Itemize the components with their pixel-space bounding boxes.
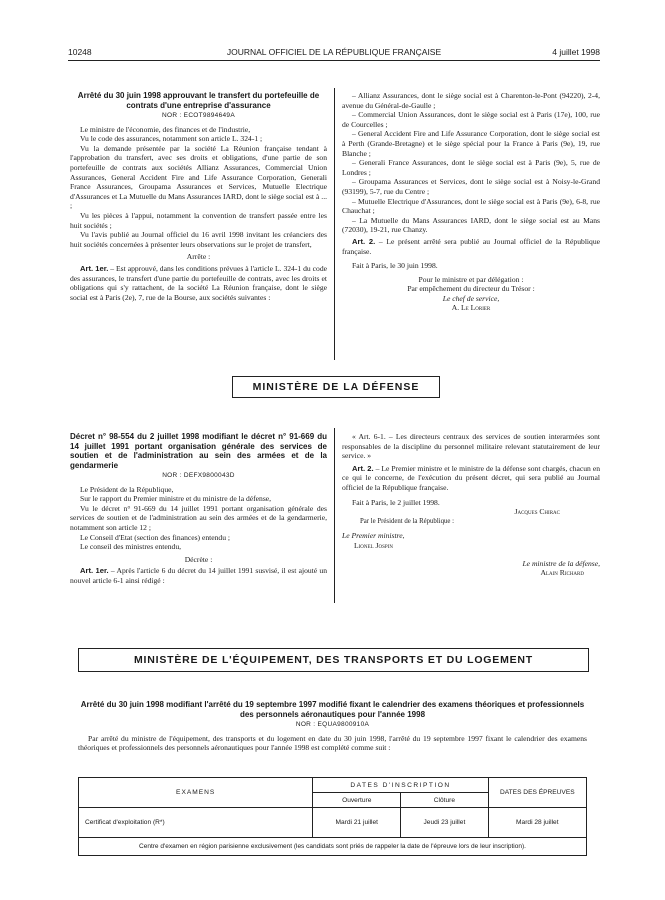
decrete-label: Décrète : bbox=[184, 554, 213, 564]
header-ouverture: Ouverture bbox=[313, 793, 401, 808]
arrete-examens bbox=[78, 700, 587, 753]
ministry-equipement-heading: MINISTÈRE DE L'ÉQUIPEMENT, DES TRANSPORTS ET DU LOGEMENT bbox=[78, 648, 589, 672]
article-label: Art. 2. bbox=[352, 463, 374, 473]
header-rule bbox=[68, 60, 600, 61]
page-number: 10248 bbox=[68, 47, 92, 57]
article-text: – Le présent arrêté sera publié au Journal officiel de la République française. bbox=[342, 236, 601, 256]
cell-ouverture: Mardi 21 juillet bbox=[313, 808, 401, 838]
article-text: – Après l'article 6 du décret du 14 juillet 1991 susvisé, il est ajouté un nouvel article 6-1 ainsi rédigé : bbox=[70, 566, 327, 585]
arrete-transfert-left bbox=[70, 91, 327, 302]
header-dates-inscription: DATES D'INSCRIPTION bbox=[313, 778, 488, 793]
paragraph: Vu l'avis publié au Journal officiel du 16 avril 1998 invitant les créanciers des huit sociétés concernées à présenter leurs observations sur le projet de transfert, bbox=[70, 230, 327, 249]
pm-title: Le Premier ministre, bbox=[342, 531, 405, 541]
article-2 bbox=[342, 237, 600, 256]
paragraph: Vu le code des assurances, notamment son article L. 324-1 ; bbox=[80, 134, 263, 144]
decret-nor: NOR : DEFX9800043D bbox=[162, 472, 235, 479]
column-divider bbox=[334, 88, 335, 360]
column-divider bbox=[334, 428, 335, 603]
done-at: Fait à Paris, le 2 juillet 1998. bbox=[352, 497, 440, 507]
list-item: – La Mutuelle du Mans Assurances IARD, dont le siège social est au Mans (72030), 19-21, rue Chanzy. bbox=[342, 215, 600, 235]
paragraph: Le ministre de l'économie, des finances et de l'industrie, bbox=[80, 124, 251, 134]
done-at: Fait à Paris, le 30 juin 1998. bbox=[352, 261, 438, 271]
minister-title: Le ministre de la défense, bbox=[522, 558, 600, 568]
paragraph: Le Président de la République, bbox=[80, 484, 174, 494]
table-row bbox=[79, 808, 587, 838]
header-dates-epreuves: DATES DES ÉPREUVES bbox=[488, 778, 586, 808]
article-6-1: « Art. 6-1. – Les directeurs centraux des services de soutien interarmées sont responsables de la discipline du personnel militaire relevant statutairement de leur service. » bbox=[342, 432, 600, 461]
cell-exam: Certificat d'exploitation (R*) bbox=[79, 808, 313, 838]
issue-date: 4 juillet 1998 bbox=[552, 47, 600, 57]
paragraph: Sur le rapport du Premier ministre et du ministre de la défense, bbox=[80, 494, 272, 504]
list-item: – Commercial Union Assurances, dont le siège social est à Paris (17e), 100, rue de Courcelles ; bbox=[342, 110, 600, 129]
president-name: Jacques Chirac bbox=[514, 507, 560, 517]
arrete-transfert-right bbox=[342, 91, 600, 313]
list-item: – General Accident Fire and Life Assurance Corporation, dont le siège social est à Perth (Grande-Bretagne) et le siège spécial pour la France à Paris (9e), 19, rue Blanche ; bbox=[342, 129, 600, 158]
paragraph: Vu la demande présentée par la société La Réunion française tendant à l'approbation du transfert, avec ses droits et obligations, d'une partie de son portefeuille de contrats aux sociétés Allianz Assurances, Commercial Union Assurances, General Accident Fire and Life Assurance Corporation, Generali France Assurances, Groupama Assurances et Services, Mutuelle Electrique d'Assurances et La Mutuelle du Mans Assurances IARD, dont le siège social est à ... ; bbox=[70, 143, 327, 211]
paragraph: Vu les pièces à l'appui, notamment la convention de transfert passée entre les huit sociétés ; bbox=[70, 210, 327, 230]
list-item: – Groupama Assurances et Services, dont le siège social est à Noisy-le-Grand (93199), 5-7, rue du Centre ; bbox=[342, 177, 600, 196]
arrete-examens-nor: NOR : EQUA9800910A bbox=[295, 721, 370, 728]
header-cloture: Clôture bbox=[401, 793, 488, 808]
cell-cloture: Jeudi 23 juillet bbox=[401, 808, 488, 838]
decret-right bbox=[342, 432, 600, 578]
signature-line: Par empêchement du directeur du Trésor : bbox=[407, 284, 535, 294]
signature-line: Le chef de service, bbox=[442, 293, 500, 303]
arrete-transfert-nor: NOR : ECOT9894649A bbox=[162, 112, 235, 119]
article-label: Art. 1er. bbox=[80, 566, 109, 576]
article-1 bbox=[70, 566, 327, 585]
article-text: – Le Premier ministre et le ministre de la défense sont chargés, chacun en ce qui le concerne, de l'exécution du présent décret, qui sera publié au Journal officiel de la République française. bbox=[342, 463, 600, 492]
pm-name: Lionel Jospin bbox=[354, 540, 393, 550]
minister-name: Alain Richard bbox=[540, 568, 584, 578]
arrete-label: Arrête : bbox=[186, 252, 211, 262]
header-examens: EXAMENS bbox=[79, 778, 313, 808]
ministry-defense-heading: MINISTÈRE DE LA DÉFENSE bbox=[232, 376, 440, 398]
article-label: Art. 1er. bbox=[80, 263, 109, 273]
signature-line: Pour le ministre et par délégation : bbox=[418, 274, 524, 284]
arrete-transfert-title: Arrêté du 30 juin 1998 approuvant le transfert du portefeuille de contrats d'une entreprise d'assurance bbox=[77, 91, 320, 110]
list-item: – Allianz Assurances, dont le siège social est à Charenton-le-Pont (94220), 2-4, avenue du Général-de-Gaulle ; bbox=[342, 91, 600, 110]
article-2 bbox=[342, 464, 600, 493]
cell-epreuve: Mardi 28 juillet bbox=[488, 808, 586, 838]
list-item: – Mutuelle Electrique d'Assurances, dont le siège social est à Paris (9e), 6-8, rue Chauchat ; bbox=[342, 196, 600, 216]
signatory-name: A. Le Lorier bbox=[451, 303, 491, 313]
arrete-examens-title: Arrêté du 30 juin 1998 modifiant l'arrêté du 19 septembre 1997 modifié fixant le calendrier des examens théoriques et professionnels des personnels aéronautiques pour l'année 1998 bbox=[80, 700, 585, 719]
paragraph: Vu le décret n° 91-669 du 14 juillet 1991 portant organisation générale des services de soutien et de l'administration au sein des armées et de la gendarmerie, notamment son article 12 ; bbox=[70, 503, 327, 532]
journal-title: JOURNAL OFFICIEL DE LA RÉPUBLIQUE FRANÇAISE bbox=[226, 47, 442, 57]
article-label: Art. 2. bbox=[352, 236, 376, 246]
article-text: – Est approuvé, dans les conditions prévues à l'article L. 324-1 du code des assurances, le transfert d'une partie du portefeuille de contrats, avec les droits et obligations qui s'y rattachent, de la société La Réunion française, dont le siège social est à Paris (2e), 7, rue de la Bourse, aux sociétés suivantes : bbox=[70, 263, 327, 302]
arrete-examens-text: Par arrêté du ministre de l'équipement, des transports et du logement en date du 30 juin 1998, l'arrêté du 19 septembre 1997 fixant le calendrier des examens théoriques et professionnels des personnels aéronautiques pour l'année 1998 est complété comme suit : bbox=[78, 733, 587, 753]
exam-calendar-table bbox=[78, 777, 587, 856]
paragraph: Le conseil des ministres entendu, bbox=[80, 542, 182, 552]
article-1 bbox=[70, 264, 327, 302]
paragraph: Le Conseil d'Etat (section des finances) entendu ; bbox=[80, 532, 231, 542]
decret-left bbox=[70, 432, 327, 586]
decret-title: Décret n° 98-554 du 2 juillet 1998 modifiant le décret n° 91-669 du 14 juillet 1991 portant organisation générale des services de soutien et de l'administration au sein des armées et de la gendarmerie bbox=[70, 432, 327, 470]
par-le-president: Par le Président de la République : bbox=[360, 517, 455, 525]
list-item: – Generali France Assurances, dont le siège social est à Paris (9e), 5, rue de Londres ; bbox=[342, 158, 600, 177]
table-note: Centre d'examen en région parisienne exclusivement (les candidats sont priés de rappeler la date de l'épreuve lors de leur inscription). bbox=[79, 838, 587, 856]
